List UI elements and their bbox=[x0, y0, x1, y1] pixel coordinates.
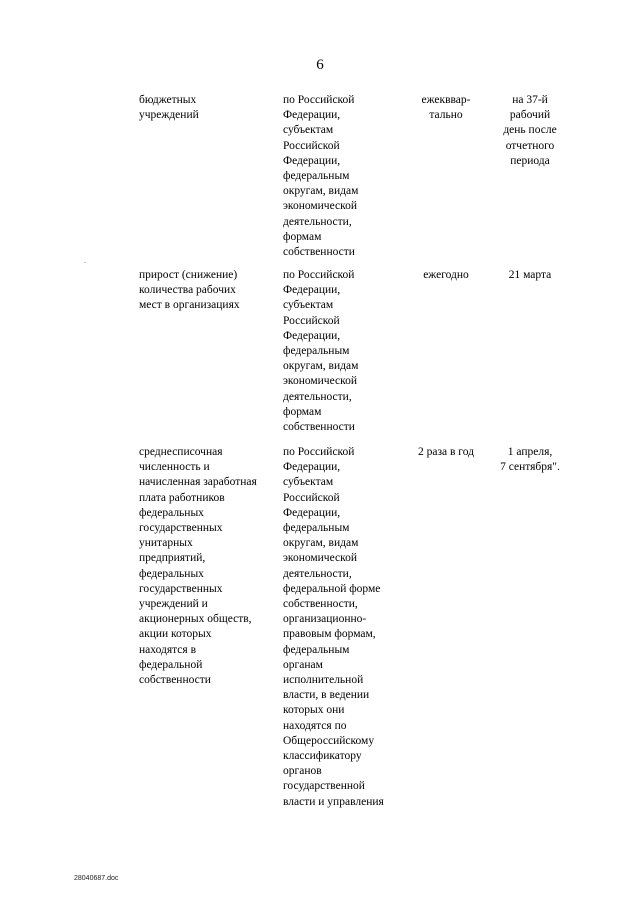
frequency-cell: ежегодно bbox=[423, 269, 469, 281]
indicator-cell: прирост (снижение) количества рабочих мест в организациях bbox=[139, 269, 240, 312]
deadline-cell: 21 марта bbox=[508, 269, 552, 281]
breakdown-cell: по Российской Федерации, субъектам Российской Федерации, федеральным округам, видам экономической деятельности, формам собственности bbox=[283, 269, 359, 434]
frequency-cell: 2 раза в год bbox=[417, 446, 474, 458]
indicator-cell: среднесписочная численность и начисленная заработная плата работников федеральных государственных унитарных предприятий, федеральных государственных учреждений и акционерных обществ, акции которых находятся в федеральной собственности bbox=[139, 446, 257, 687]
margin-mark bbox=[84, 262, 86, 263]
document-reference: 28040687.doc bbox=[74, 875, 119, 882]
breakdown-cell: по Российской Федерации, субъектам Российской Федерации, федеральным округам, видам экономической деятельности, федеральной форме собственности, организационно- правовым формам, федеральным органам исполнительной власти, в ведении которых они находятся по Общероссийскому классификатору органов государственной власти и управления bbox=[283, 446, 384, 808]
breakdown-cell: по Российской Федерации, субъектам Российской Федерации, федеральным округам, видам экономической деятельности, формам собственности bbox=[283, 94, 359, 259]
frequency-cell: ежекввар- тально bbox=[421, 94, 471, 122]
deadline-cell: 1 апреля, 7 сентября". bbox=[500, 446, 560, 474]
deadline-cell: на 37-й рабочий день после отчетного периода bbox=[503, 94, 557, 167]
page-number: 6 bbox=[316, 57, 324, 73]
indicator-cell: бюджетных учреждений bbox=[139, 94, 199, 122]
